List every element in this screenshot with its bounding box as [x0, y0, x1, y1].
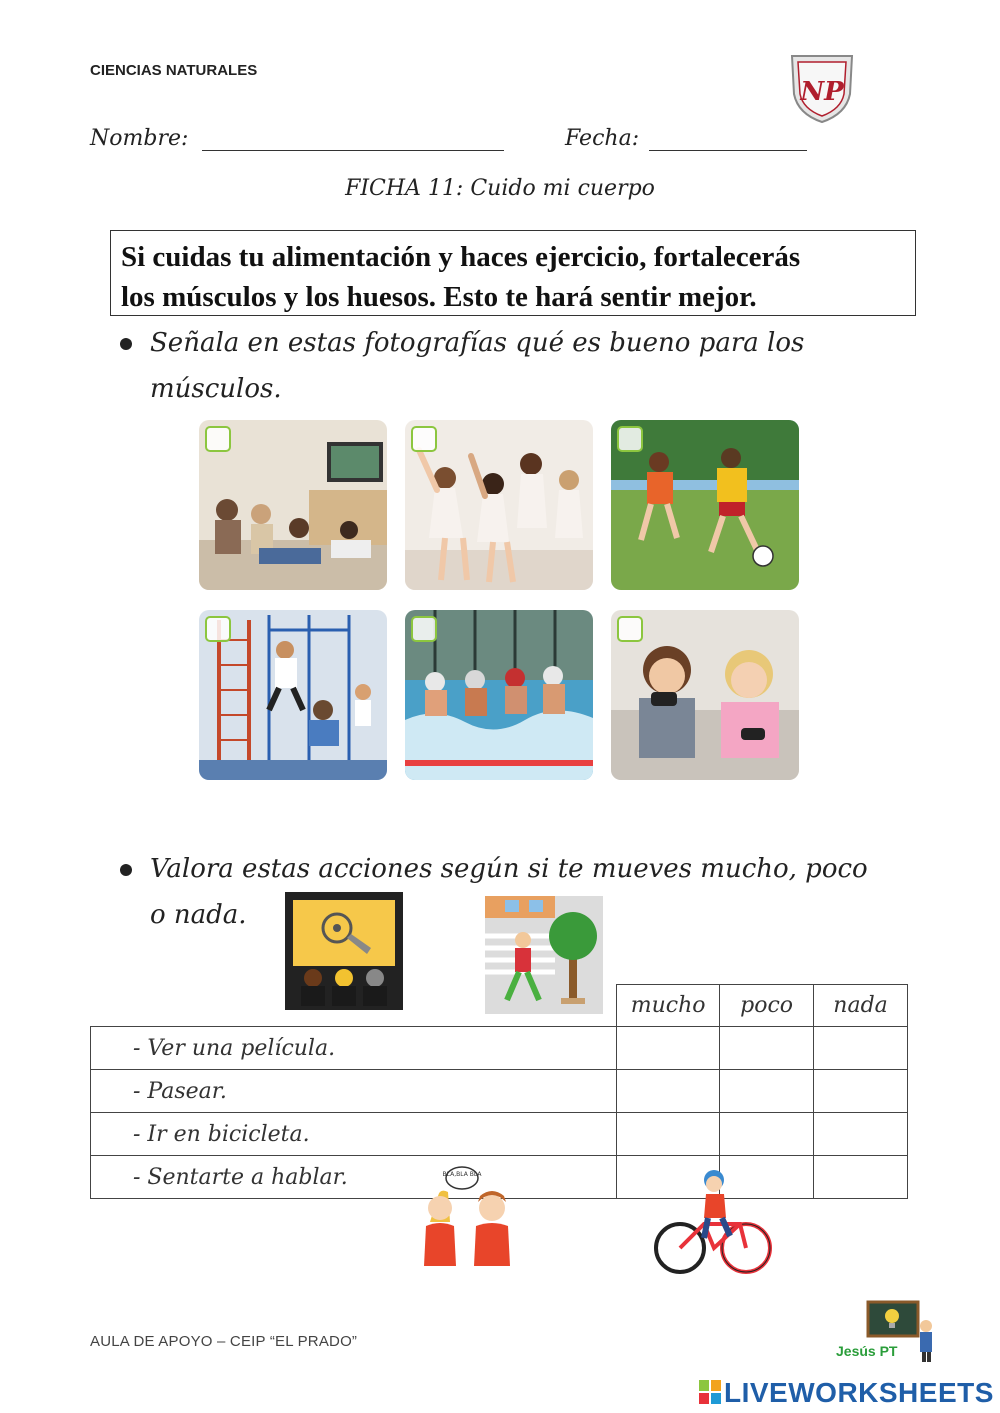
photo-checkbox[interactable]: [617, 426, 643, 452]
rating-cell[interactable]: [814, 1113, 908, 1156]
children-climbing-gym-bars-photo: [199, 610, 387, 780]
exercise1-line-2: músculos.: [150, 374, 282, 404]
speech-bubble-text: BLA,BLA BLA: [442, 1171, 482, 1178]
page-title: FICHA 11: Cuido mi cuerpo: [345, 176, 655, 201]
name-line: [202, 150, 504, 151]
talking-pictogram: [410, 1166, 520, 1270]
rating-cell[interactable]: [720, 1070, 814, 1113]
table-row: [91, 1113, 908, 1156]
column-header-poco: poco: [720, 985, 814, 1027]
rating-cell[interactable]: [814, 1156, 908, 1199]
column-header-mucho: mucho: [617, 985, 720, 1027]
rating-cell[interactable]: [814, 1027, 908, 1070]
photo-checkbox[interactable]: [205, 426, 231, 452]
info-line-2: los músculos y los huesos. Esto te hará sentir mejor.: [121, 281, 757, 313]
rating-cell[interactable]: [720, 1113, 814, 1156]
exercise2-line-1: Valora estas acciones según si te mueves mucho, poco: [150, 854, 868, 884]
children-stretching-ballet-photo: [405, 420, 593, 590]
table-row: [91, 1027, 908, 1070]
action-label: - Ir en bicicleta.: [91, 1113, 617, 1156]
photo-checkbox[interactable]: [411, 426, 437, 452]
info-box: [110, 230, 916, 316]
author-label: Jesús PT: [836, 1343, 898, 1359]
photo-checkbox[interactable]: [205, 616, 231, 642]
footer-school: AULA DE APOYO – CEIP “EL PRADO”: [90, 1333, 358, 1350]
action-label: - Pasear.: [91, 1070, 617, 1113]
table-corner: [91, 985, 617, 1027]
photo-checkbox[interactable]: [411, 616, 437, 642]
crest-letters: NP: [800, 77, 844, 107]
rating-cell[interactable]: [814, 1070, 908, 1113]
subject-label: CIENCIAS NATURALES: [90, 62, 258, 79]
rating-cell[interactable]: [617, 1027, 720, 1070]
family-watching-tv-photo: [199, 420, 387, 590]
rating-cell[interactable]: [617, 1070, 720, 1113]
info-line-1: Si cuidas tu alimentación y haces ejercicio, fortalecerás: [121, 241, 801, 273]
liveworksheets-brand[interactable]: LIVEWORKSHEETS: [724, 1377, 994, 1408]
action-label: - Ver una película.: [91, 1027, 617, 1070]
column-header-nada: nada: [814, 985, 908, 1027]
table-row: [91, 1070, 908, 1113]
children-playing-videogames-photo: [611, 610, 799, 780]
cycling-pictogram: [652, 1168, 774, 1276]
date-label: Fecha:: [565, 126, 640, 151]
rating-cell[interactable]: [617, 1113, 720, 1156]
rating-cell[interactable]: [720, 1027, 814, 1070]
bullet-icon: [120, 338, 132, 350]
name-label: Nombre:: [90, 126, 189, 151]
school-crest-logo: [788, 50, 856, 124]
bullet-icon: [120, 864, 132, 876]
action-label: - Sentarte a hablar.: [91, 1156, 617, 1199]
date-line: [649, 150, 807, 151]
liveworksheets-logo-icon: [699, 1380, 721, 1404]
exercise2-line-2: o nada.: [150, 900, 247, 930]
exercise1-line-1: Señala en estas fotografías qué es bueno para los: [150, 328, 805, 358]
children-playing-football-photo: [611, 420, 799, 590]
photo-checkbox[interactable]: [617, 616, 643, 642]
children-swimming-race-photo: [405, 610, 593, 780]
